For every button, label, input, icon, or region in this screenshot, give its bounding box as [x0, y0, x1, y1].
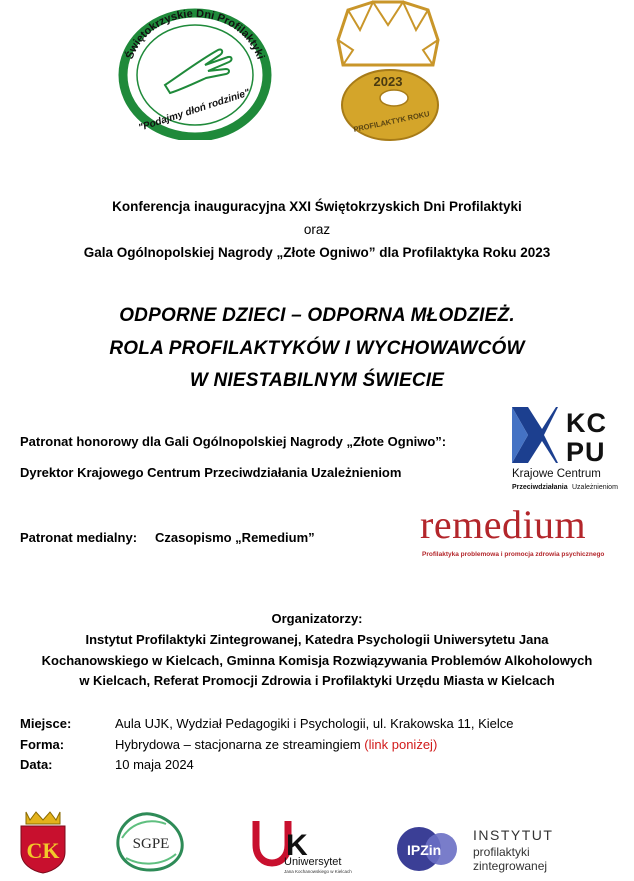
kcpu-kc: KC: [566, 408, 607, 438]
ck-crest-graphic: [18, 808, 68, 874]
form-label: Forma:: [20, 737, 65, 752]
media-patronage-label: Patronat medialny:: [20, 530, 138, 545]
header-line-2: oraz: [303, 222, 331, 237]
form-link[interactable]: (link poniżej): [364, 737, 438, 752]
kcpu-line-2-rest: Uzależnieniom: [572, 484, 618, 491]
ujk-sub: Jana Kochanowskiego w Kielcach: [284, 869, 352, 874]
date-label: Data:: [20, 757, 53, 772]
honorary-patronage-value: Dyrektor Krajowego Centrum Przeciwdziałania Uzależnieniom: [20, 465, 402, 480]
date-value: 10 maja 2024: [115, 757, 194, 772]
ck-logo: [18, 808, 68, 874]
ujk-logo: [250, 815, 360, 875]
sgpe-graphic: [110, 808, 190, 874]
ipzin-line-1: INSTYTUT: [473, 827, 554, 843]
medal-graphic: [328, 0, 448, 150]
kcpu-logo: [510, 405, 628, 495]
sdp-logo-graphic: [110, 5, 280, 140]
ujk-k: K: [286, 829, 308, 862]
sgpe-logo: [110, 808, 190, 874]
title-line-2: ROLA PROFILAKTYKÓW I WYCHOWAWCÓW: [109, 338, 525, 359]
ipzin-graphic: [395, 825, 625, 875]
svg-text:Świętokrzyskie Dni Profilaktyk: [123, 8, 267, 61]
place-label: Miejsce:: [20, 716, 72, 731]
sdp-logo: [110, 5, 280, 140]
ipzin-line-3: zintegrowanej: [473, 859, 548, 873]
kcpu-pu: PU: [566, 437, 606, 467]
ipzin-mark: IPZin: [407, 842, 442, 858]
sdp-inner-text: "Podajmy dłoń rodzinie": [137, 87, 252, 134]
media-patronage-value: Czasopismo „Remedium”: [155, 530, 315, 545]
ck-letters: CK: [26, 838, 60, 863]
kcpu-graphic: [510, 405, 628, 495]
medal-year: 2023: [373, 74, 403, 89]
remedium-logo: [420, 502, 620, 565]
header-line-3: Gala Ogólnopolskiej Nagrody „Złote Ogniwo” dla Profilaktyka Roku 2023: [83, 245, 551, 260]
ipzin-logo: [395, 825, 625, 875]
medal-logo: [328, 0, 448, 150]
remedium-word: remedium: [420, 502, 587, 547]
kcpu-line-2-bold: Przeciwdziałania: [512, 484, 568, 491]
organizers-line-3: w Kielcach, Referat Promocji Zdrowia i Profilaktyki Urzędu Miasta w Kielcach: [79, 673, 555, 688]
title-line-3: W NIESTABILNYM ŚWIECIE: [189, 370, 445, 391]
place-value: Aula UJK, Wydział Pedagogiki i Psychologii, ul. Krakowska 11, Kielce: [115, 716, 514, 731]
medal-text: PROFILAKTYK ROKU: [352, 109, 431, 135]
ujk-graphic: [250, 815, 360, 875]
sdp-ring-text: Świętokrzyskie Dni Profilaktyki: [123, 7, 267, 61]
ipzin-line-2: profilaktyki: [473, 845, 530, 859]
form-value: Hybrydowa – stacjonarna ze streamingiem: [115, 737, 361, 752]
sgpe-text: SGPE: [132, 836, 170, 852]
organizers-line-2: Kochanowskiego w Kielcach, Gminna Komisja Rozwiązywania Problemów Alkoholowych: [41, 653, 593, 668]
remedium-tagline: Profilaktyka problemowa i promocja zdrowia psychicznego: [422, 551, 605, 558]
organizers-line-1: Instytut Profilaktyki Zintegrowanej, Katedra Psychologii Uniwersytetu Jana: [85, 632, 549, 647]
organizers-heading: Organizatorzy:: [271, 611, 363, 626]
kcpu-line-1: Krajowe Centrum: [512, 468, 601, 480]
header-line-1: Konferencja inauguracyjna XXI Świętokrzyskich Dni Profilaktyki: [112, 199, 522, 214]
title-line-1: ODPORNE DZIECI – ODPORNA MŁODZIEŻ.: [119, 305, 515, 326]
honorary-patronage-label: Patronat honorowy dla Gali Ogólnopolskiej Nagrody „Złote Ogniwo”:: [20, 434, 447, 449]
ujk-text: Uniwersytet: [284, 856, 342, 868]
